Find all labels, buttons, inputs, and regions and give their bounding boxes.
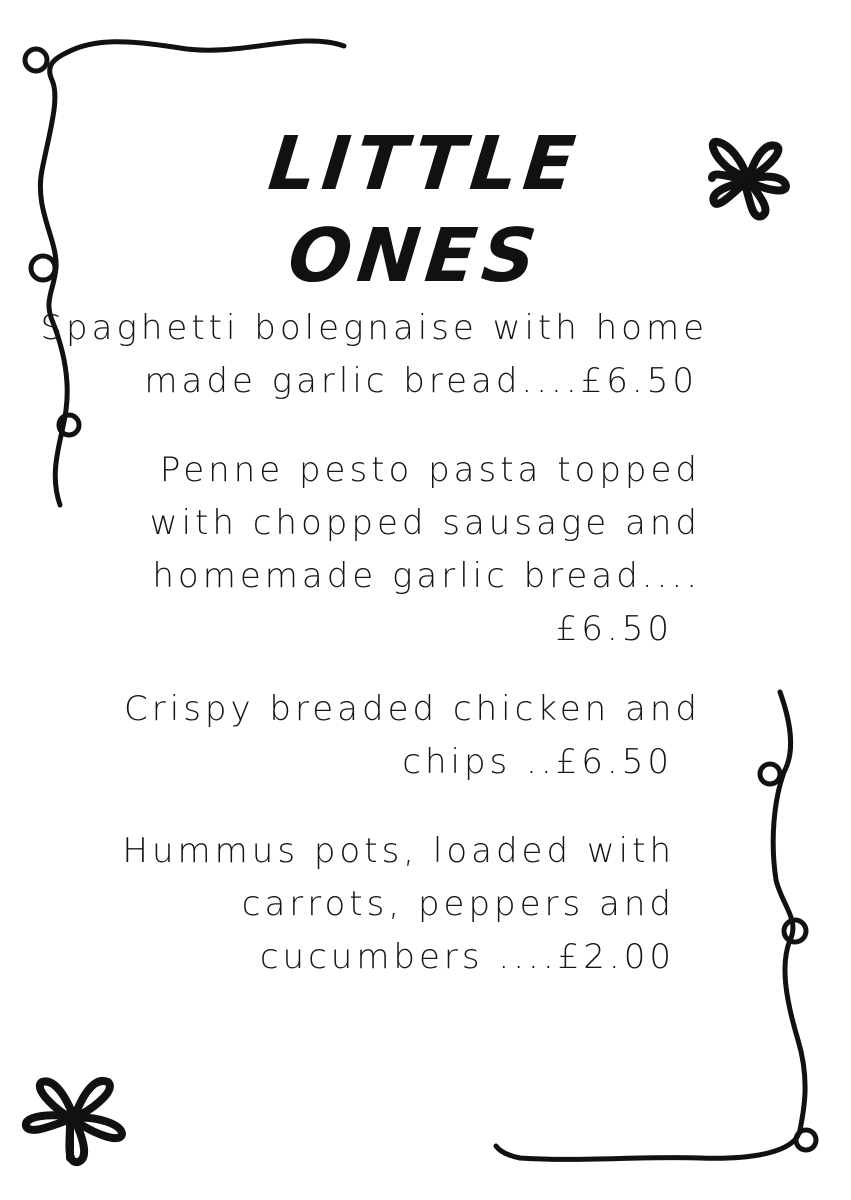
menu-item-text: chips ..£6.50 — [402, 742, 673, 782]
menu-item-text: Spaghetti bolegnaise with home — [40, 308, 708, 348]
menu-item-hummus — [122, 825, 675, 984]
menu-item-text: carrots, peppers and — [241, 884, 675, 924]
menu-title — [240, 118, 599, 302]
menu-item-text: Crispy breaded chicken and — [124, 689, 701, 729]
menu-item-penne — [150, 444, 701, 656]
menu-title-line-1: LITTLE — [264, 121, 585, 207]
menu-item-text: Penne pesto pasta topped — [159, 450, 701, 490]
menu-item-spaghetti — [40, 302, 708, 408]
menu-item-price: £6.50 — [555, 609, 673, 649]
menu-item-text: with chopped sausage and — [149, 503, 701, 543]
flower-icon — [712, 142, 786, 217]
menu-item-text: made garlic bread....£6.50 — [144, 361, 698, 401]
flower-icon — [26, 1081, 122, 1162]
menu-title-line-2: ONES — [284, 213, 547, 299]
menu-item-text: cucumbers ....£2.00 — [259, 937, 675, 977]
menu-item-text: Hummus pots, loaded with — [122, 831, 675, 871]
menu-item-text: homemade garlic bread.... — [152, 556, 701, 596]
menu-item-chicken — [124, 683, 701, 789]
